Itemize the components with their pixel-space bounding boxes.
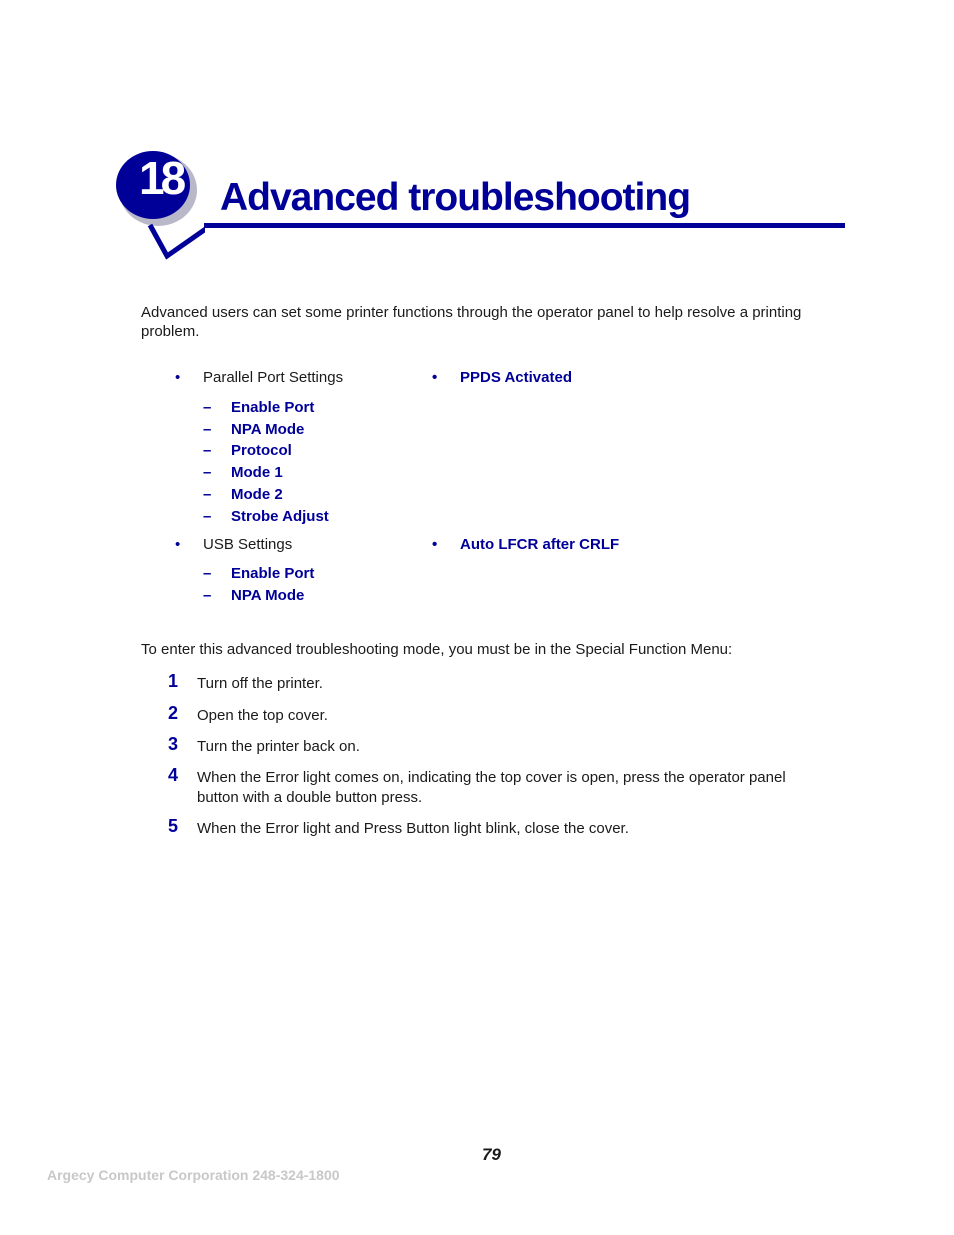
list-item: – Enable Port [203, 565, 315, 582]
chapter-number: 18 [139, 152, 183, 204]
list-item: – Protocol [203, 442, 292, 459]
list-item: – Enable Port [203, 399, 315, 416]
page-title: Advanced troubleshooting [220, 176, 691, 219]
list-item: – Mode 2 [203, 486, 283, 503]
lead-paragraph: To enter this advanced troubleshooting mode, you must be in the Special Function Menu: [141, 641, 733, 658]
link-auto-lfcr[interactable]: Auto LFCR after CRLF [460, 536, 620, 553]
step-item [168, 703, 828, 726]
list-item: • Parallel Port Settings [175, 369, 344, 386]
step-text: Turn off the printer. [197, 675, 323, 692]
step-item [168, 765, 828, 808]
bullet-label: Parallel Port Settings [203, 369, 344, 386]
step-item [168, 671, 828, 694]
step-item [168, 816, 828, 839]
bullet-label: USB Settings [203, 536, 293, 553]
step-item [168, 734, 828, 757]
step-number: 5 [168, 816, 179, 836]
list-item: – NPA Mode [203, 421, 305, 438]
sub-item-label: Mode 2 [231, 486, 283, 503]
list-item: • USB Settings [175, 536, 293, 553]
step-text: Turn the printer back on. [197, 738, 360, 755]
list-item[interactable]: • Auto LFCR after CRLF [432, 536, 620, 553]
list-item: – NPA Mode [203, 587, 305, 604]
step-text: When the Error light and Press Button light blink, close the cover. [197, 820, 629, 837]
sub-item-label: Enable Port [231, 565, 315, 582]
step-number: 4 [168, 765, 179, 785]
footer-text: Argecy Computer Corporation 248-324-1800 [47, 1167, 340, 1183]
list-item: – Mode 1 [203, 464, 283, 481]
step-number: 2 [168, 703, 179, 723]
sub-item-label: NPA Mode [231, 421, 305, 438]
link-ppds-activated[interactable]: PPDS Activated [460, 369, 572, 386]
list-item: – Strobe Adjust [203, 508, 329, 525]
step-number: 1 [168, 671, 179, 691]
step-text: Open the top cover. [197, 707, 328, 724]
sub-item-label: Protocol [231, 442, 292, 459]
list-item[interactable]: • PPDS Activated [432, 369, 572, 386]
sub-item-label: NPA Mode [231, 587, 305, 604]
step-text: When the Error light comes on, indicating the top cover is open, press the operator panel button with a double button press. [197, 769, 786, 806]
title-rule [204, 223, 845, 228]
step-number: 3 [168, 734, 179, 754]
sub-item-label: Enable Port [231, 399, 315, 416]
page-number: 79 [482, 1145, 501, 1164]
sub-item-label: Strobe Adjust [231, 508, 329, 525]
sub-item-label: Mode 1 [231, 464, 283, 481]
intro-paragraph: Advanced users can set some printer functions through the operator panel to help resolve a printing problem. [141, 304, 802, 340]
